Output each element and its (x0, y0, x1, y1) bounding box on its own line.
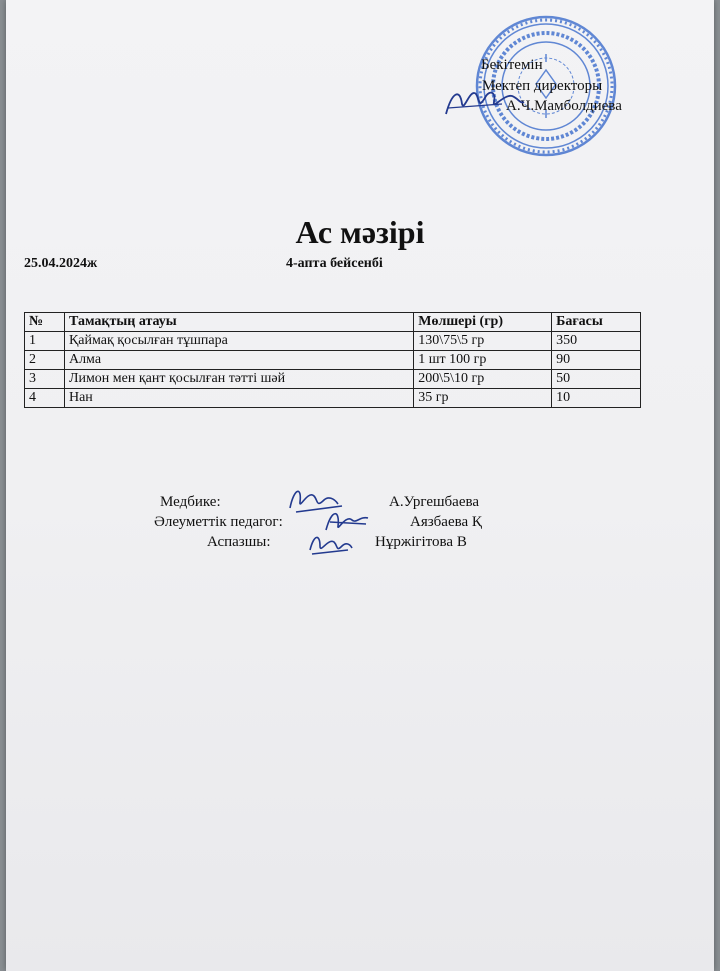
director-signature (442, 82, 526, 120)
page-title: Ас мәзірі (295, 214, 425, 250)
row-price: 50 (552, 370, 641, 389)
row-dish: Лимон мен қант қосылған тәтті шәй (64, 370, 413, 389)
row-dish: Нан (64, 389, 413, 408)
row-dish: Қаймақ қосылған тұшпара (64, 332, 413, 351)
row-price: 90 (552, 351, 641, 370)
signature-name-nurse: А.Ургешбаева (389, 494, 480, 510)
cook-signature (306, 528, 354, 558)
signature-name-cook: Нұржігітова В (375, 534, 467, 550)
row-price: 10 (552, 389, 641, 408)
signature-name-social-pedagogue: Аязбаева Қ (410, 514, 482, 530)
row-dish: Алма (64, 351, 413, 370)
document-page (6, 0, 714, 971)
row-price: 350 (552, 332, 641, 351)
header-number: № (25, 313, 65, 332)
table-row (25, 370, 641, 389)
approval-line-director: Мектеп директоры (482, 78, 603, 94)
menu-date: 25.04.2024ж (24, 256, 98, 271)
table-row (25, 351, 641, 370)
row-number: 4 (25, 389, 65, 408)
table-header-row (25, 313, 641, 332)
table-row (25, 389, 641, 408)
row-portion: 130\75\5 гр (414, 332, 552, 351)
row-portion: 35 гр (414, 389, 552, 408)
approval-line-director-name: А.Ч.Мамболдиева (506, 98, 622, 114)
table-row (25, 332, 641, 351)
header-price: Бағасы (552, 313, 641, 332)
row-portion: 1 шт 100 гр (414, 351, 552, 370)
header-dish-name: Тамақтың атауы (64, 313, 413, 332)
signature-role-nurse: Медбике: (160, 494, 221, 510)
row-number: 1 (25, 332, 65, 351)
row-portion: 200\5\10 гр (414, 370, 552, 389)
menu-table (24, 312, 641, 408)
menu-week-day: 4-апта бейсенбі (286, 256, 383, 271)
signature-role-social-pedagogue: Әлеуметтік педагог: (154, 514, 283, 530)
header-portion: Мөлшері (гр) (414, 313, 552, 332)
approval-line-approve: Бекітемін (481, 57, 543, 73)
row-number: 3 (25, 370, 65, 389)
row-number: 2 (25, 351, 65, 370)
signature-role-cook: Аспазшы: (207, 534, 271, 550)
